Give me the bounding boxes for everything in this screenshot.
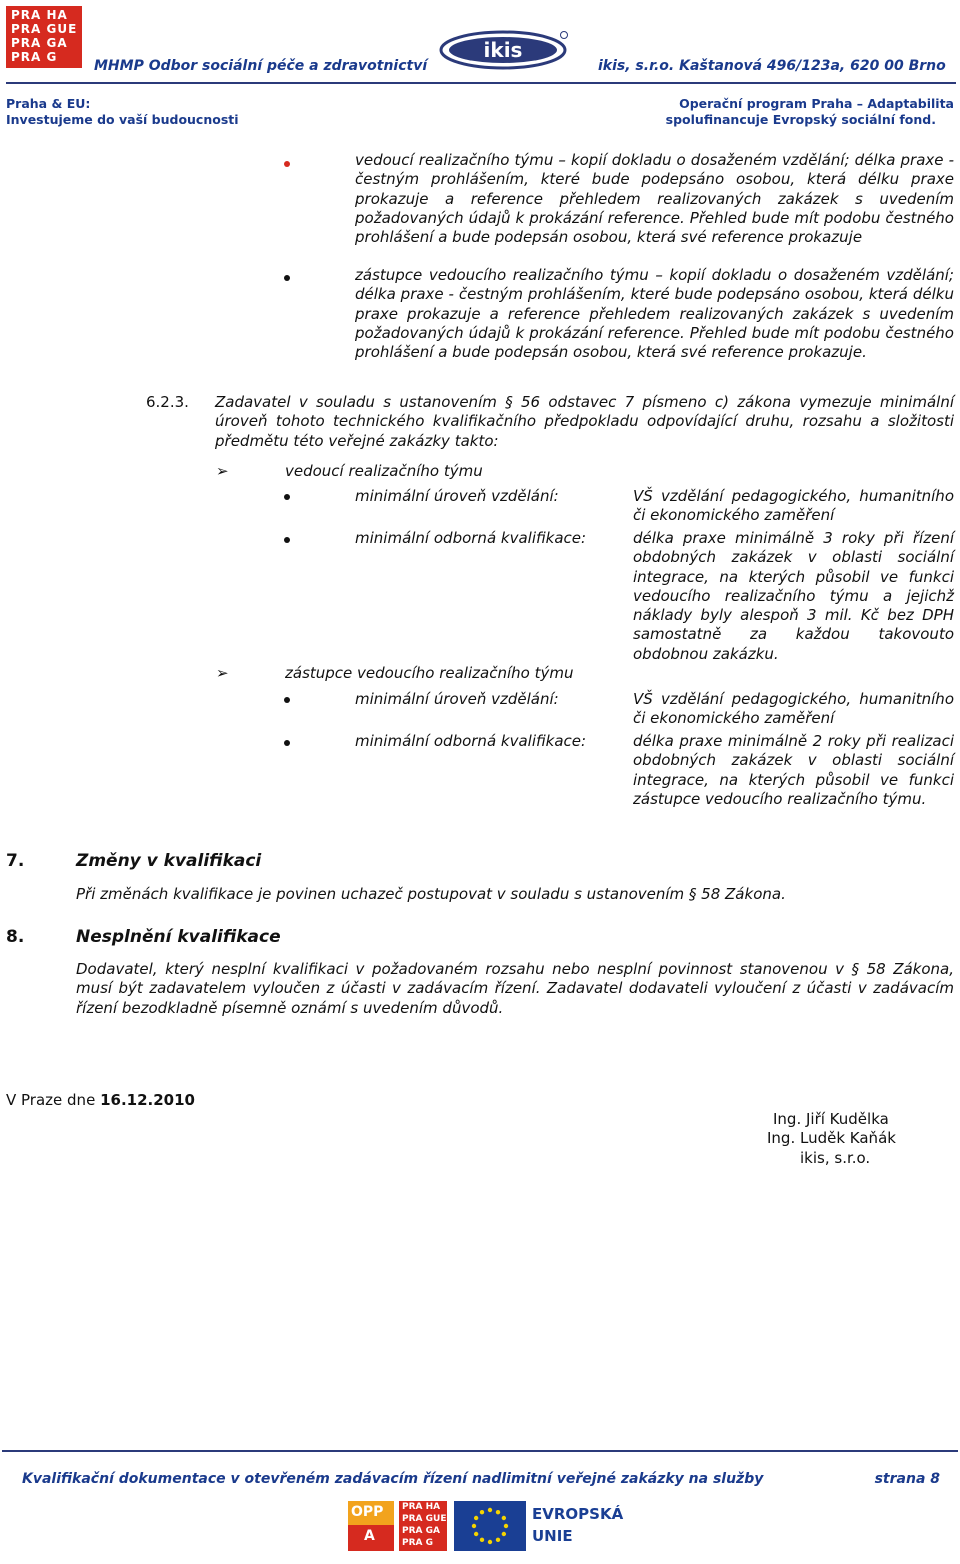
opp-logo-text-a: A [364,1528,375,1544]
section-8-text: Dodavatel, který nesplní kvalifikaci v požadovaném rozsahu nebo nesplní povinnost stanovenou v § 58 Zákona, musí být zadavatelem vyloučen z účasti v zadávacím řízení. Zadavatel dodavateli vyloučení z účasti v zadávacím řízení bezodkladně písemně oznámí s uvedením důvodů. [76,960,954,1017]
eu-star-icon [502,1532,506,1536]
section-7-text: Při změnách kvalifikace je povinen uchazeč postupovat v souladu s ustanovením § 58 Zákona. [76,885,786,903]
svg-text:ikis: ikis [483,38,523,62]
eu-left-line-1: Praha & EU: [6,96,91,111]
ikis-logo [438,28,568,74]
eu-star-icon [480,1538,484,1542]
section-8-number: 8. [6,927,25,947]
section-7-number: 7. [6,851,25,871]
bullet-red [284,161,290,167]
section-623-text: Zadavatel v souladu s ustanovením § 56 odstavec 7 písmeno c) zákona vymezuje minimální úroveň tohoto technického kvalifikačního předpokladu odpovídající druhu, rozsahu a složitosti předmětu této veřejné zakázky takto: [215,393,954,450]
role-2-edu-label: minimální úroveň vzdělání: [355,690,559,708]
header-title-left: MHMP Odbor sociální péče a zdravotnictví [94,58,428,74]
bullet [284,275,290,281]
bullet-deputy-text: zástupce vedoucího realizačního týmu – kopií dokladu o dosaženém vzdělání; délka praxe - čestným prohlášením, které bude podepsáno osobou, která délku praxe prokazuje a reference přehledem realizovaných zakázek s uvedením požadovaných údajů k prokázání reference. Přehled bude mít podobu čestného prohlášení a bude podepsán osobou, která své reference prokazuje. [355,266,954,362]
praha-footer-row-4: PRA G [402,1538,434,1548]
eu-right-line-1: Operační program Praha – Adaptabilita [679,96,954,111]
bullet [284,494,290,500]
header-divider [6,82,956,84]
signatory-1: Ing. Jiří Kudělka [773,1110,889,1128]
role-1-qual-label: minimální odborná kvalifikace: [355,529,587,547]
eu-star-icon [502,1516,506,1520]
eu-left-line-2: Investujeme do vaší budoucnosti [6,112,239,127]
praha-logo-row-4: PRA G [11,50,58,64]
arrow-bullet-icon: ➢ [216,462,229,480]
role-2-qual-value: délka praxe minimálně 2 roky při realizaci obdobných zakázek v oblasti sociální integrace, na kterých působil ve funkci zástupce vedoucího realizačního týmu. [633,732,954,808]
section-7-title: Změny v kvalifikaci [76,851,262,871]
date: 16.12.2010 [100,1091,195,1109]
footer-divider [2,1450,958,1452]
praha-footer-logo [399,1501,447,1551]
eu-star-icon [472,1524,476,1528]
role-1-edu-value: VŠ vzdělání pedagogického, humanitního či ekonomického zaměření [633,487,954,525]
eu-right-line-2: spolufinancuje Evropský sociální fond. [665,112,936,127]
date-line [6,1091,195,1109]
praha-footer-row-1: PRA HA [402,1502,441,1512]
bullet [284,740,290,746]
eu-star-icon [474,1532,478,1536]
eu-star-icon [480,1510,484,1514]
place-prefix: V Praze dne [6,1091,101,1109]
bullet [284,537,290,543]
eu-star-icon [474,1516,478,1520]
eu-star-icon [488,1508,492,1512]
bullet [284,697,290,703]
footer-doc-title: Kvalifikační dokumentace v otevřeném zadávacím řízení nadlimitní veřejné zakázky na služby [22,1471,764,1487]
praha-logo-row-1: PRA HA [11,8,68,22]
section-8-title: Nesplnění kvalifikace [76,927,281,947]
role-2-edu-value: VŠ vzdělání pedagogického, humanitního či ekonomického zaměření [633,690,954,728]
eu-logo-text-1: EVROPSKÁ [532,1505,624,1523]
eu-star-icon [488,1540,492,1544]
bullet-leader-text: vedoucí realizačního týmu – kopií dokladu o dosaženém vzdělání; délka praxe - čestným prohlášením, které bude podepsáno osobou, která délku praxe prokazuje a reference přehledem realizovaných zakázek s uvedením požadovaných údajů k prokázání reference. Přehled bude mít podobu čestného prohlášení a bude podepsán osobou, která své reference prokazuje [355,151,954,247]
role-2-title: zástupce vedoucího realizačního týmu [285,664,574,682]
praha-logo-row-3: PRA GA [11,36,68,50]
eu-star-icon [504,1524,508,1528]
role-1-edu-label: minimální úroveň vzdělání: [355,487,559,505]
eu-flag-icon [454,1501,526,1551]
role-2-qual-label: minimální odborná kvalifikace: [355,732,587,750]
praha-logo-row-2: PRA GUE [11,22,78,36]
role-1-title: vedoucí realizačního týmu [285,462,483,480]
signature-company: ikis, s.r.o. [800,1149,871,1167]
arrow-bullet-icon: ➢ [216,664,229,682]
role-1-qual-value: délka praxe minimálně 3 roky při řízení obdobných zakázek v oblasti sociální integrace, na kterých působil ve funkci vedoucího realizačního týmu a jejichž náklady byly alespoň 3 mil. Kč bez DPH samostatně za každou takovouto obdobnou zakázku. [633,529,954,663]
header-title-right: ikis, s.r.o. Kaštanová 496/123a, 620 00 Brno [598,58,946,74]
praha-logo [6,6,82,68]
praha-footer-row-3: PRA GA [402,1526,440,1536]
praha-footer-row-2: PRA GUE [402,1514,447,1524]
eu-star-icon [496,1538,500,1542]
eu-star-icon [496,1510,500,1514]
section-number-623: 6.2.3. [146,393,189,411]
opp-logo-text: OPP [351,1504,384,1520]
eu-logo-text-2: UNIE [532,1527,573,1545]
footer-page-number: strana 8 [874,1471,940,1487]
signatory-2: Ing. Luděk Kaňák [767,1129,896,1147]
opp-logo [348,1501,394,1551]
